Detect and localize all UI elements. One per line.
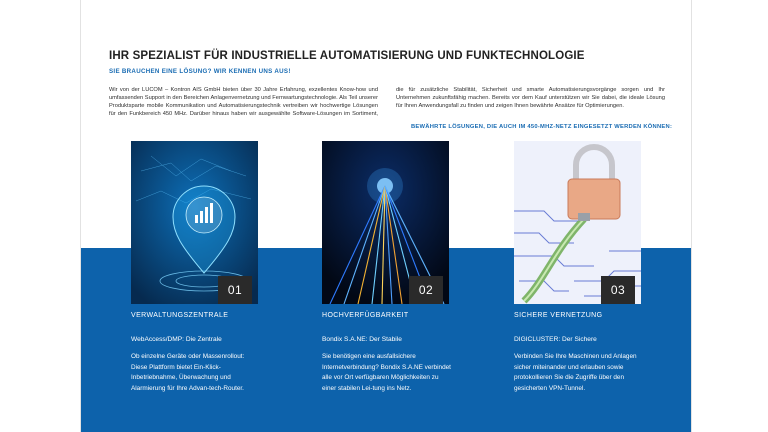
feature-title: SICHERE VERNETZUNG (514, 312, 603, 319)
feature-subtitle[interactable]: Bondix S.A.NE: Der Stabile (322, 336, 402, 343)
solutions-highlight: BEWÄHRTE LÖSUNGEN, DIE AUCH IM 450-MHZ-NETZ EINGESETZT WERDEN KÖNNEN: (411, 124, 673, 130)
content-page (80, 0, 692, 432)
feature-title: VERWALTUNGSZENTRALE (131, 312, 229, 319)
feature-column-1 (131, 312, 261, 394)
feature-description: Ob einzelne Geräte oder Massenrollout: Diese Plattform bietet Ein-Klick-Inbetriebnahme, Überwachung und Alarmierung für Ihre Advan-tech-Router. (131, 353, 245, 392)
card-number-badge: 02 (409, 276, 443, 304)
feature-description: Verbinden Sie Ihre Maschinen und Anlagen sicher miteinander und erlauben sowie protokollieren Sie die Zugriffe über den gesicherten VPN-Tunnel. (514, 353, 637, 392)
page-title: IHR SPEZIALIST FÜR INDUSTRIELLE AUTOMATISIERUNG UND FUNKTECHNOLOGIE (109, 50, 585, 62)
feature-description: Sie benötigen eine ausfallsichere Internetverbindung? Bondix S.A.NE verbindet alle vor Ort verfügbaren Möglichkeiten zu einer stabilen Lei-tung ins Netz. (322, 353, 451, 392)
feature-column-2 (322, 312, 452, 394)
card-number-badge: 01 (218, 276, 252, 304)
intro-paragraph: Wir von der LUCOM – Kontron AIS GmbH bieten über 30 Jahre Erfahrung, exzellentes Know-how und umfassenden Support in den Bereichen Anlagenvernetzung und Fernwartungstechnologie. Als Teil unserer Produktsparte mobile Kommunikation und Automatisierungstechnik vertreiben wir hochwertige Lösungen für den Funkbereich 450 MHz. Darüber hinaus haben wir ausgewählte Software-Lösungen im Sortiment, die für zusätzliche Stabilität, Sicherheit und smarte Automatisierungsvorgänge sorgen und Ihr Unternehmen zukunftsfähig machen. Bereits vor dem Kauf unterstützen wir Sie dabei, die ideale Lösung für Ihren Anwendungsfall zu finden und zeigen Ihnen bewährte Ansätze für Optimierungen. (109, 87, 665, 118)
card-image-verwaltungszentrale[interactable] (131, 141, 258, 304)
feature-subtitle[interactable]: WebAccess/DMP: Die Zentrale (131, 336, 222, 343)
feature-title: HOCHVERFÜGBARKEIT (322, 312, 409, 319)
feature-column-3 (514, 312, 644, 394)
page-subtitle: SIE BRAUCHEN EINE LÖSUNG? WIR KENNEN UNS AUS! (109, 68, 291, 75)
feature-subtitle[interactable]: DIGICLUSTER: Der Sichere (514, 336, 597, 343)
card-image-hochverfuegbarkeit[interactable] (322, 141, 449, 304)
card-number-badge: 03 (601, 276, 635, 304)
card-image-sichere-vernetzung[interactable] (514, 141, 641, 304)
